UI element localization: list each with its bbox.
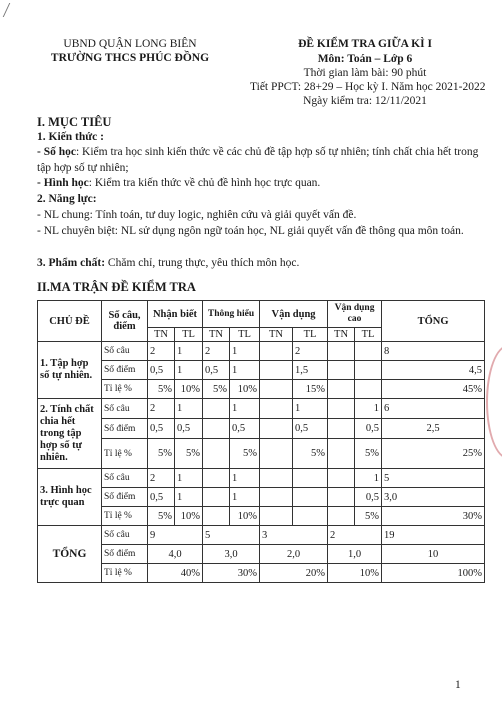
t1-socau-tong: 8 (382, 342, 485, 361)
section1-title: I. MỤC TIÊU (37, 115, 112, 129)
t1-tile-th-tn: 5% (203, 380, 230, 399)
total-sodiem-nb: 4,0 (148, 545, 203, 564)
header-tl: TL (293, 328, 328, 342)
total-tile-nb: 40% (148, 564, 203, 583)
total-sodiem-vd: 2,0 (260, 545, 328, 564)
t3-sodiem-nb-tl: 1 (175, 488, 203, 507)
header-tong: TỔNG (382, 301, 485, 342)
t3-socau-tong: 5 (382, 469, 485, 488)
t3-socau-nb-tl: 1 (175, 469, 203, 488)
t3-socau-nb-tn: 2 (148, 469, 175, 488)
row-label-so-diem: Số điểm (102, 488, 148, 507)
t2-socau-nb-tl: 1 (175, 399, 203, 419)
knowledge-title: 1. Kiến thức : (37, 131, 104, 143)
t2-socau-vd-tl: 1 (293, 399, 328, 419)
t1-socau-th-tl: 1 (230, 342, 260, 361)
row-label-so-cau: Số câu (102, 469, 148, 488)
so-hoc-paragraph (37, 145, 482, 176)
t2-tile-nb-tn: 5% (148, 439, 175, 469)
t2-tile-tong: 25% (382, 439, 485, 469)
test-matrix-table (37, 300, 485, 583)
t3-socau-vd-tl (293, 469, 328, 488)
t1-sodiem-vd-tl: 1,5 (293, 361, 328, 380)
ability-specific: - NL chuyên biệt: NL sử dụng ngôn ngữ toán học, NL giải quyết vấn đề thông qua môn toán. (37, 225, 464, 237)
total-tile-vdc: 10% (328, 564, 382, 583)
total-socau-tong: 19 (382, 526, 485, 545)
header-tn: TN (328, 328, 355, 342)
t3-sodiem-vd-tn (260, 488, 293, 507)
t1-sodiem-nb-tl: 1 (175, 361, 203, 380)
topic-2-name: 2. Tính chất chia hết trong tập hợp số tự nhiên. (38, 399, 102, 469)
district-name: UBND QUẬN LONG BIÊN (63, 38, 197, 50)
ability-general: - NL chung: Tính toán, tư duy logic, nghiên cứu và giải quyết vấn đề. (37, 209, 357, 221)
hinh-hoc-label: - Hình học (37, 177, 89, 189)
total-sodiem-th: 3,0 (203, 545, 260, 564)
total-label: TỔNG (38, 526, 102, 583)
t1-tile-vdc-tl (355, 380, 382, 399)
t3-socau-vdc-tn (328, 469, 355, 488)
t3-sodiem-tong: 3,0 (382, 488, 485, 507)
row-label-ti-le: Tỉ lệ % (102, 439, 148, 469)
t2-tile-th-tl: 5% (230, 439, 260, 469)
ability-title: 2. Năng lực: (37, 193, 97, 205)
t2-sodiem-vd-tn (260, 419, 293, 439)
row-label-ti-le: Tỉ lệ % (102, 380, 148, 399)
t1-sodiem-nb-tn: 0,5 (148, 361, 175, 380)
row-label-so-cau: Số câu (102, 399, 148, 419)
t1-sodiem-th-tl: 1 (230, 361, 260, 380)
t3-tile-nb-tn: 5% (148, 507, 175, 526)
total-socau-th: 5 (203, 526, 260, 545)
t3-sodiem-vdc-tl: 0,5 (355, 488, 382, 507)
exam-time: Thời gian làm bài: 90 phút (303, 67, 427, 79)
t1-tile-nb-tl: 10% (175, 380, 203, 399)
so-hoc-label: - Số học (37, 146, 76, 158)
header-nhan-biet: Nhận biết (148, 301, 203, 328)
page-number: 1 (455, 679, 461, 691)
t1-tile-vd-tl: 15% (293, 380, 328, 399)
quality-label: 3. Phẩm chất: (37, 257, 106, 269)
total-socau-vdc: 2 (328, 526, 382, 545)
total-sodiem-tong: 10 (382, 545, 485, 564)
section2-title: II.MA TRẬN ĐỀ KIỂM TRA (37, 280, 196, 294)
t2-socau-th-tn (203, 399, 230, 419)
hinh-hoc-text: : Kiểm tra kiến thức về chủ đề hình học trực quan. (88, 177, 321, 189)
t2-sodiem-vdc-tn (328, 419, 355, 439)
t1-sodiem-vd-tn (260, 361, 293, 380)
t2-socau-nb-tn: 2 (148, 399, 175, 419)
header-tl: TL (230, 328, 260, 342)
t1-socau-vd-tl: 2 (293, 342, 328, 361)
row-label-so-diem: Số điểm (102, 419, 148, 439)
total-tile-vd: 20% (260, 564, 328, 583)
t1-tile-vd-tn (260, 380, 293, 399)
row-label-so-cau: Số câu (102, 342, 148, 361)
t3-socau-th-tn (203, 469, 230, 488)
t2-socau-vdc-tn (328, 399, 355, 419)
t1-socau-th-tn: 2 (203, 342, 230, 361)
header-tl: TL (355, 328, 382, 342)
t2-sodiem-nb-tl: 0,5 (175, 419, 203, 439)
t2-sodiem-vd-tl: 0,5 (293, 419, 328, 439)
t1-socau-vdc-tn (328, 342, 355, 361)
t3-tile-nb-tl: 10% (175, 507, 203, 526)
t2-sodiem-nb-tn: 0,5 (148, 419, 175, 439)
t1-socau-vd-tn (260, 342, 293, 361)
t2-sodiem-tong: 2,5 (382, 419, 485, 439)
exam-subject: Môn: Toán – Lớp 6 (317, 53, 413, 65)
t2-sodiem-th-tn (203, 419, 230, 439)
t3-sodiem-vdc-tn (328, 488, 355, 507)
t2-socau-th-tl: 1 (230, 399, 260, 419)
t2-sodiem-vdc-tl: 0,5 (355, 419, 382, 439)
t2-socau-tong: 6 (382, 399, 485, 419)
t1-socau-nb-tn: 2 (148, 342, 175, 361)
row-label-so-diem: Số điểm (102, 545, 148, 564)
header-tn: TN (203, 328, 230, 342)
t1-socau-nb-tl: 1 (175, 342, 203, 361)
t2-tile-vd-tn (260, 439, 293, 469)
total-socau-vd: 3 (260, 526, 328, 545)
t1-sodiem-vdc-tn (328, 361, 355, 380)
t3-sodiem-th-tl: 1 (230, 488, 260, 507)
t3-tile-vd-tl (293, 507, 328, 526)
quality-paragraph (37, 256, 299, 272)
total-sodiem-vdc: 1,0 (328, 545, 382, 564)
t2-socau-vdc-tl: 1 (355, 399, 382, 419)
t1-tile-nb-tn: 5% (148, 380, 175, 399)
t1-sodiem-th-tn: 0,5 (203, 361, 230, 380)
school-stamp (486, 345, 502, 459)
quality-text: Chăm chỉ, trung thực, yêu thích môn học. (105, 257, 300, 269)
header-tn: TN (148, 328, 175, 342)
row-label-so-diem: Số điểm (102, 361, 148, 380)
header-so-cau-diem: Số câu, điểm (102, 301, 148, 342)
t1-tile-tong: 45% (382, 380, 485, 399)
school-name: TRƯỜNG THCS PHÚC ĐỒNG (50, 52, 210, 64)
topic-1-name: 1. Tập hợp số tự nhiên. (38, 342, 102, 399)
row-label-so-cau: Số câu (102, 526, 148, 545)
t3-socau-vdc-tl: 1 (355, 469, 382, 488)
t2-tile-vdc-tn (328, 439, 355, 469)
t3-sodiem-th-tn (203, 488, 230, 507)
header-van-dung: Vận dụng (260, 301, 328, 328)
row-label-ti-le: Tỉ lệ % (102, 507, 148, 526)
exam-title: ĐỀ KIỂM TRA GIỮA KÌ I (298, 38, 432, 50)
total-tile-tong: 100% (382, 564, 485, 583)
header-van-dung-cao: Vận dụng cao (328, 301, 382, 328)
header-thong-hieu: Thông hiểu (203, 301, 260, 328)
t2-sodiem-th-tl: 0,5 (230, 419, 260, 439)
t3-tile-vd-tn (260, 507, 293, 526)
total-tile-th: 30% (203, 564, 260, 583)
t1-tile-vdc-tn (328, 380, 355, 399)
t2-tile-vdc-tl: 5% (355, 439, 382, 469)
t3-tile-tong: 30% (382, 507, 485, 526)
exam-date: Ngày kiểm tra: 12/11/2021 (303, 95, 427, 107)
pen-mark (3, 3, 20, 17)
t1-sodiem-vdc-tl (355, 361, 382, 380)
t3-socau-vd-tn (260, 469, 293, 488)
header-tl: TL (175, 328, 203, 342)
hinh-hoc-paragraph (37, 176, 320, 192)
header-tn: TN (260, 328, 293, 342)
t1-tile-th-tl: 10% (230, 380, 260, 399)
t2-tile-vd-tl: 5% (293, 439, 328, 469)
t2-socau-vd-tn (260, 399, 293, 419)
total-socau-nb: 9 (148, 526, 203, 545)
t3-tile-th-tl: 10% (230, 507, 260, 526)
t3-sodiem-vd-tl (293, 488, 328, 507)
t2-tile-nb-tl: 5% (175, 439, 203, 469)
t3-sodiem-nb-tn: 0,5 (148, 488, 175, 507)
so-hoc-text: : Kiểm tra học sinh kiến thức về các chủ đề tập hợp số tự nhiên; tính chất chia hết trong tập hợp số tự nhiên; (37, 146, 479, 174)
t1-sodiem-tong: 4,5 (382, 361, 485, 380)
exam-ppct: Tiết PPCT: 28+29 – Học kỳ I. Năm học 2021-2022 (250, 81, 486, 93)
t3-tile-vdc-tn (328, 507, 355, 526)
t3-socau-th-tl: 1 (230, 469, 260, 488)
t1-socau-vdc-tl (355, 342, 382, 361)
t3-tile-th-tn (203, 507, 230, 526)
t2-tile-th-tn (203, 439, 230, 469)
row-label-ti-le: Tỉ lệ % (102, 564, 148, 583)
header-chu-de: CHỦ ĐỀ (38, 301, 102, 342)
t3-tile-vdc-tl: 5% (355, 507, 382, 526)
topic-3-name: 3. Hình học trực quan (38, 469, 102, 526)
